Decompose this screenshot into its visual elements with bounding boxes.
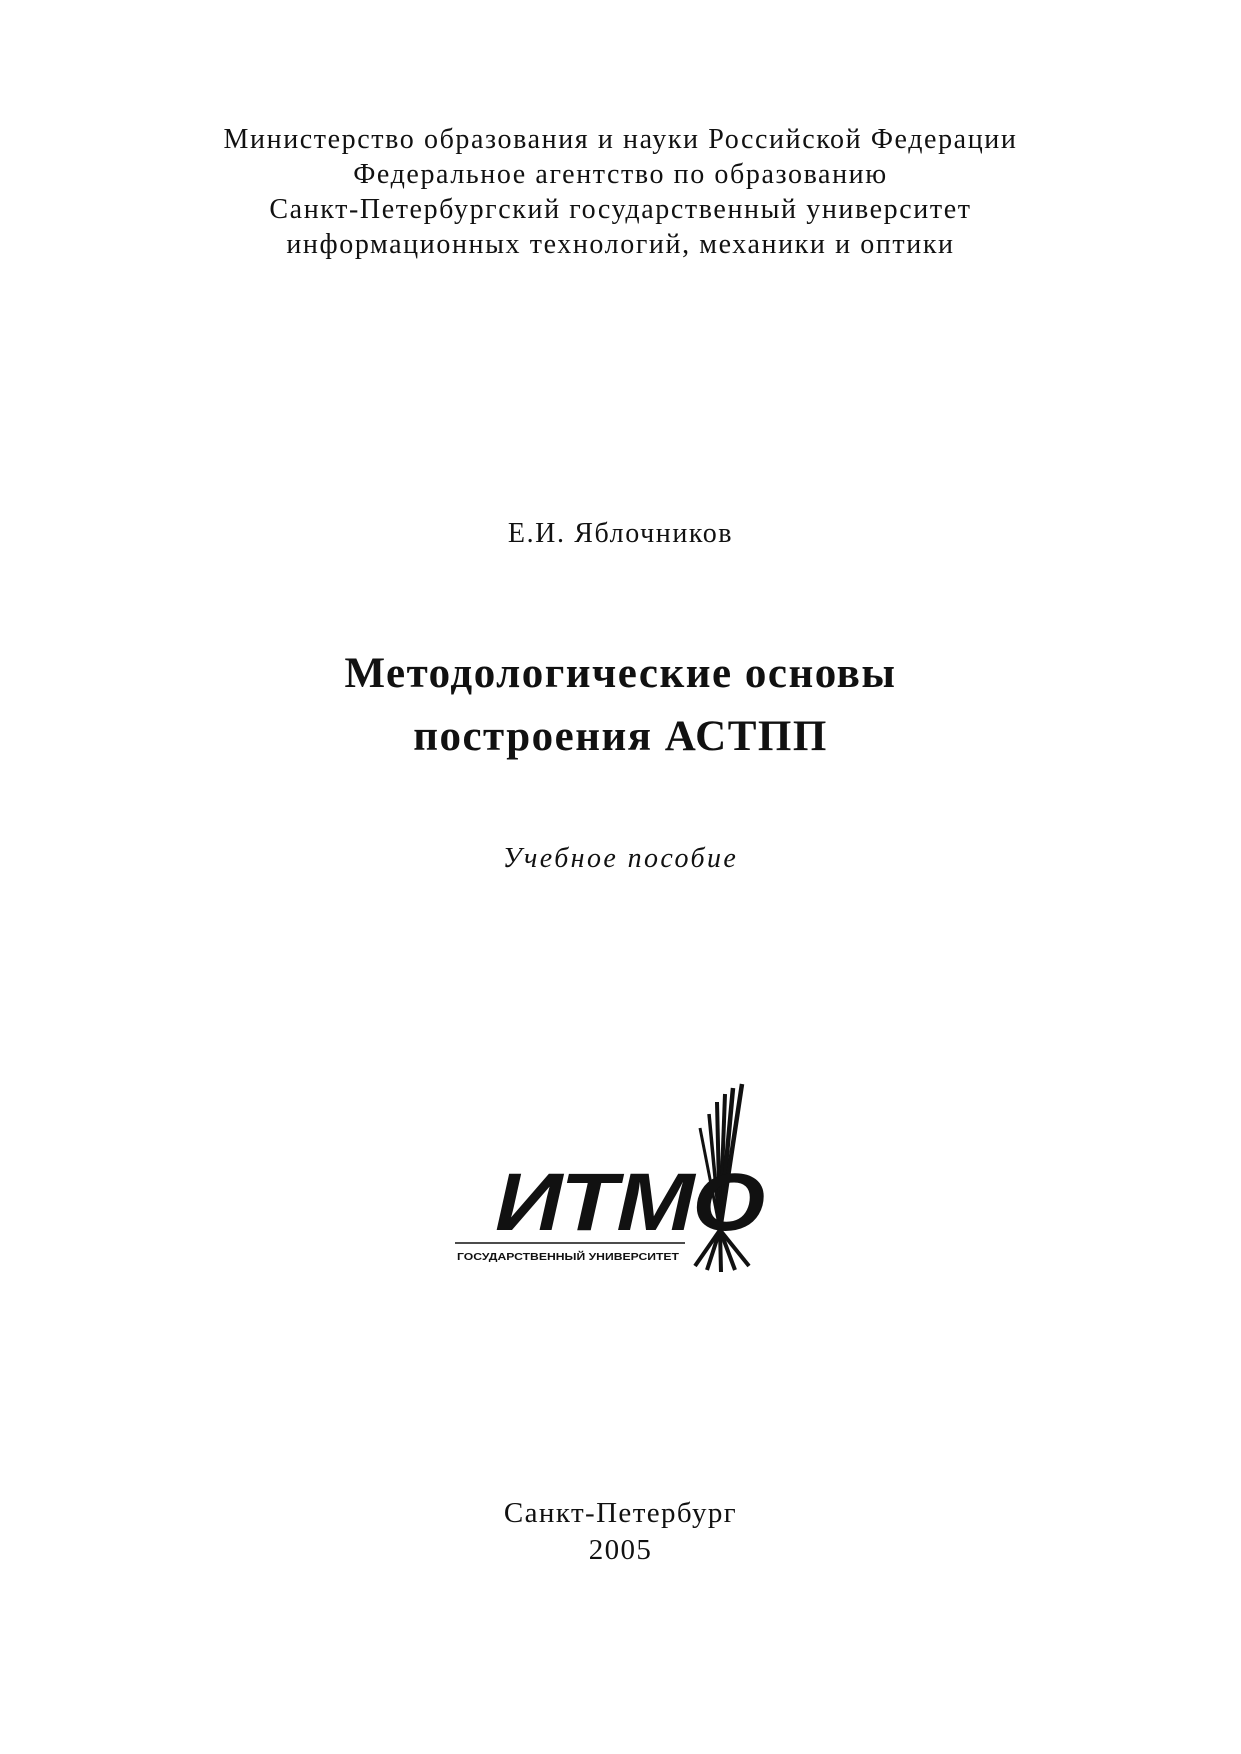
book-type: Учебное пособие [502,843,739,874]
logo-tagline: ГОСУДАРСТВЕННЫЙ УНИВЕРСИТЕТ [457,1252,640,1263]
author-name: Е.И. Яблочников [507,518,734,549]
itmo-logo [455,1080,775,1275]
publication-info [0,1495,1241,1569]
institution-header [0,122,1241,262]
book-title-line-2: построения АСТПП [413,713,828,760]
book-title-line-1: Методологические основы [344,650,897,697]
header-line-ministry: Министерство образования и науки Российской Федерации [223,124,1018,155]
publication-city: Санкт-Петербург [503,1497,738,1529]
header-line-university: Санкт-Петербургский государственный университет [269,194,972,225]
header-line-agency: Федеральное агентство по образованию [353,159,888,190]
publication-year: 2005 [588,1534,653,1566]
logo-wordmark: ИТМО [495,1157,765,1248]
header-line-university-cont: информационных технологий, механики и оптики [286,229,955,260]
book-title [0,642,1241,768]
